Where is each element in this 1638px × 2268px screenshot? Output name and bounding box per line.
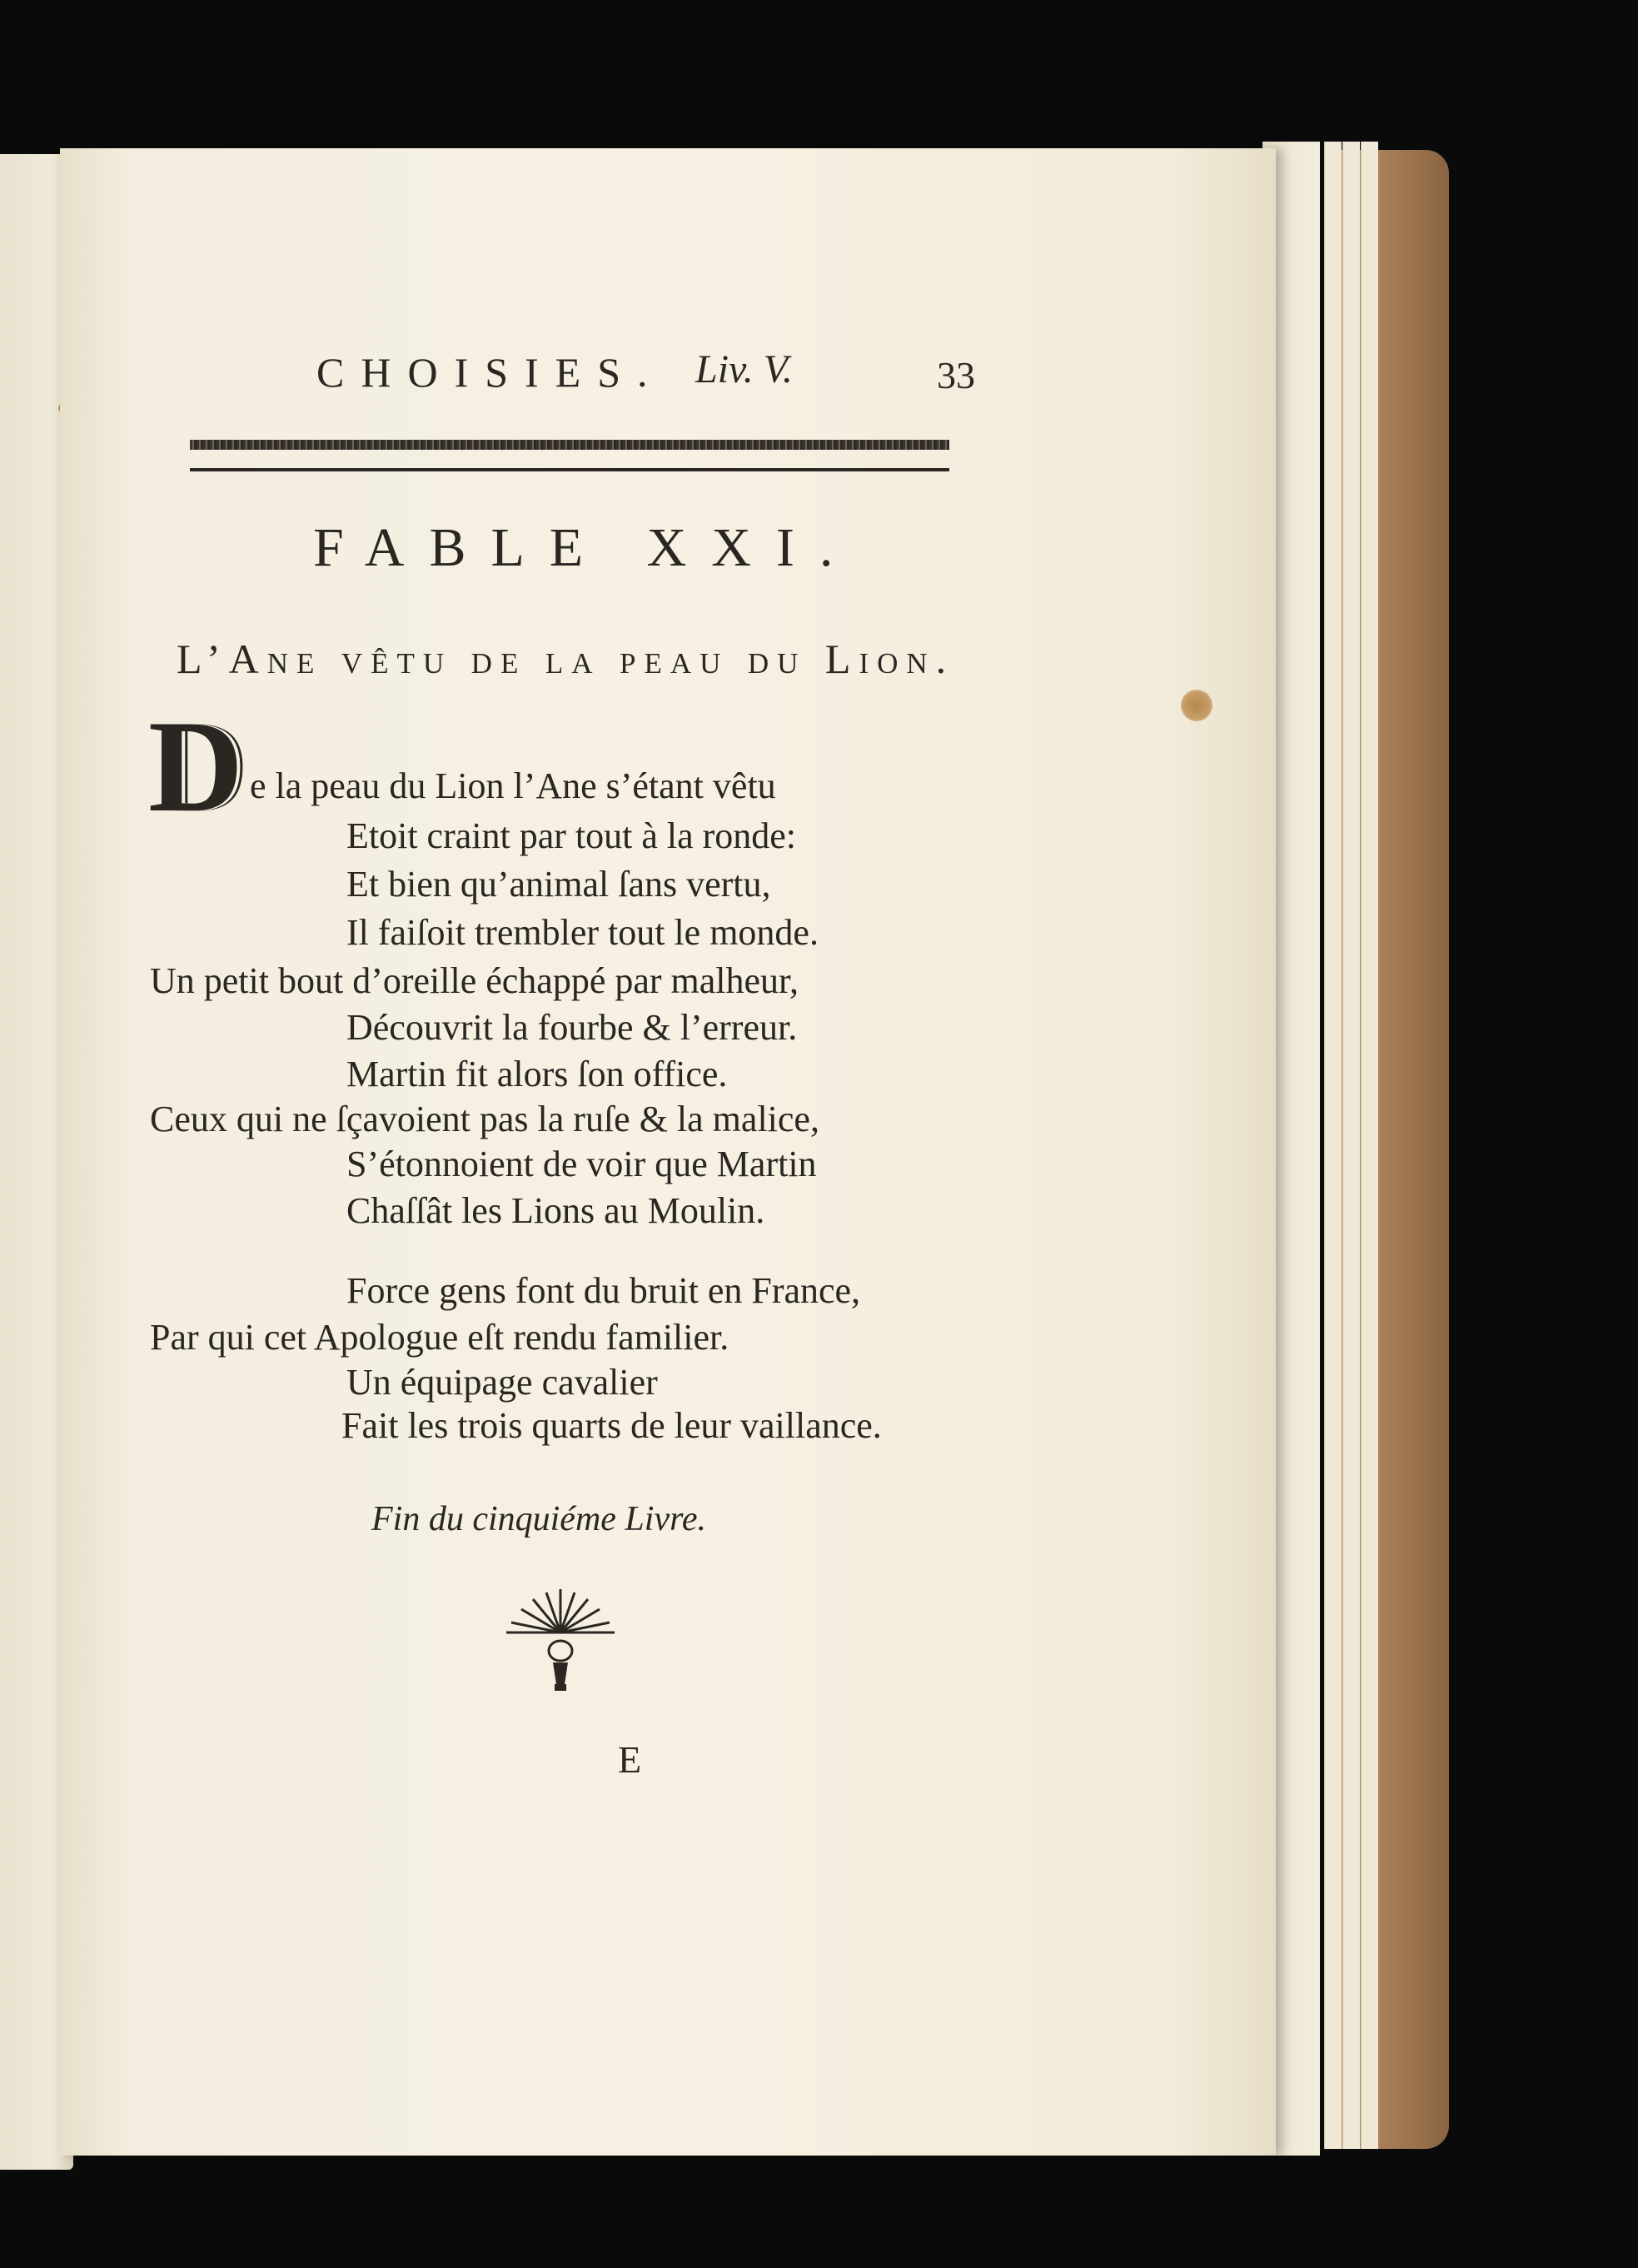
running-title: CHOISIES. <box>316 349 665 396</box>
verse-line: Fait les trois quarts de leur vaillance. <box>341 1405 882 1446</box>
verse-line: Un petit bout d’oreille échappé par malheur, <box>150 960 799 1001</box>
verse-line: Et bien qu’animal ſans vertu, <box>346 864 771 905</box>
verse-line: Découvrit la fourbe & l’erreur. <box>346 1007 798 1048</box>
fleuron-ornament-icon <box>498 1583 623 1699</box>
verse-line: Ceux qui ne ſçavoient pas la ruſe & la malice, <box>150 1099 819 1139</box>
page-stack-edge <box>1342 142 1360 2149</box>
end-note: Fin du cinquiéme Livre. <box>371 1500 707 1538</box>
verse-line: Il faiſoit trembler tout le monde. <box>346 912 819 953</box>
header-rule-thick <box>190 440 949 450</box>
page-stack-edge <box>1361 142 1378 2149</box>
verse-line: e la peau du Lion l’Ane s’étant vêtu <box>250 765 776 806</box>
fable-title: FABLE XXI. <box>313 517 859 578</box>
page-stack-edge <box>1324 142 1342 2149</box>
verse-line: Un équipage cavalier <box>346 1362 658 1403</box>
header-rule-thin <box>190 468 949 471</box>
page-number: 33 <box>937 354 975 396</box>
drop-cap: D <box>148 694 244 840</box>
book-number: Liv. V. <box>695 347 793 391</box>
verse-line: Force gens font du bruit en France, <box>346 1270 861 1311</box>
fable-subtitle: L’Ane vêtu de la peau du Lion. <box>177 636 955 682</box>
signature-mark: E <box>618 1738 642 1781</box>
verse-line: Chaſſât les Lions au Moulin. <box>346 1190 765 1231</box>
paper-stain <box>1181 690 1212 721</box>
verse-line: Martin fit alors ſon office. <box>346 1054 728 1094</box>
verse-line: S’étonnoient de voir que Martin <box>346 1144 817 1184</box>
verse-line: Par qui cet Apologue eſt rendu familier. <box>150 1317 729 1358</box>
verse-line: Etoit craint par tout à la ronde: <box>346 815 797 856</box>
